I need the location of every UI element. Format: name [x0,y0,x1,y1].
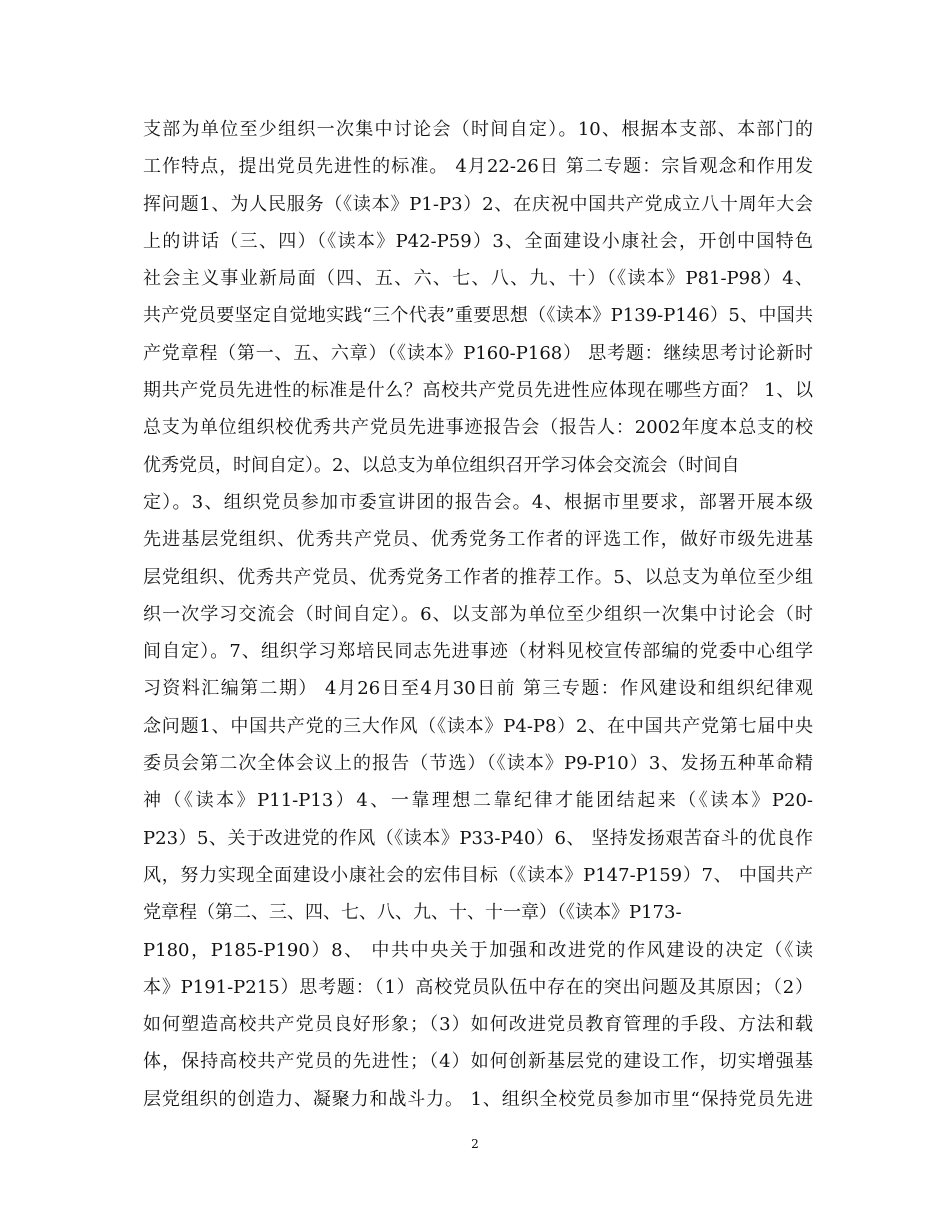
text-line: 织一次学习交流会（时间自定）。6、以支部为单位至少组织一次集中讨论会（时 [143,603,813,625]
text-line: 本》P191-P215）思考题：（1）高校党员队伍中存在的突出问题及其原因；（2） [143,976,813,998]
text-line: 委员会第二次全体会议上的报告（节选）（《读本》P9-P10）3、发扬五种革命精 [143,753,813,775]
body-text [143,111,813,1118]
text-line: 上的讲话（三、四）（《读本》P42-P59）3、全面建设小康社会，开创中国特色 [143,230,813,252]
text-line: 支部为单位至少组织一次集中讨论会（时间自定）。10、根据本支部、本部门的 [143,119,813,140]
text-line: P180，P185-P190）8、 中共中央关于加强和改进党的作风建设的决定（《读 [143,939,813,961]
text-line: 社会主义事业新局面（四、五、六、七、八、九、十）（《读本》P81-P98）4、 [143,268,813,290]
text-line: 神（《读本》P11-P13）4、一靠理想二靠纪律才能团结起来（《读本》P20- [143,790,813,812]
text-line: 念问题1、中国共产党的三大作风（《读本》P4-P8）2、在中国共产党第七届中央 [143,715,813,737]
text-line: 先进基层党组织、优秀共产党员、优秀党务工作者的评选工作，做好市级先进基 [143,529,813,551]
text-line: 间自定）。7、组织学习郑培民同志先进事迹（材料见校宣传部编的党委中心组学 [143,641,813,663]
text-line: 工作特点，提出党员先进性的标准。 4月22-26日 第二专题：宗旨观念和作用发 [143,156,813,178]
text-line: 优秀党员，时间自定）。2、以总支为单位组织召开学习体会交流会（时间自 [143,454,740,476]
text-line: 层党组织的创造力、凝聚力和战斗力。 1、组织全校党员参加市里“保持党员先进 [143,1088,813,1110]
text-line: 共产党员要坚定自觉地实践“三个代表”重要思想（《读本》P139-P146）5、中国共 [143,305,813,327]
text-line: 挥问题1、为人民服务（《读本》P1-P3）2、在庆祝中国共产党成立八十周年大会 [143,193,813,215]
text-line: 产党章程（第一、五、六章）（《读本》P160-P168） 思考题：继续思考讨论新时 [143,342,813,364]
text-line: P23）5、关于改进党的作风（《读本》P33-P40）6、 坚持发扬艰苦奋斗的优良作 [143,827,813,849]
text-line: 如何塑造高校共产党员良好形象；（3）如何改进党员教育管理的手段、方法和载 [143,1014,813,1036]
text-line: 风，努力实现全面建设小康社会的宏伟目标（《读本》P147-P159）7、 中国共产 [143,864,813,886]
text-line: 党章程（第二、三、四、七、八、九、十、十一章）（《读本》P173- [143,902,682,924]
text-line: 总支为单位组织校优秀共产党员先进事迹报告会（报告人：2002年度本总支的校 [143,417,813,439]
text-line: 层党组织、优秀共产党员、优秀党务工作者的推荐工作。5、以总支为单位至少组 [143,566,813,588]
text-line: 期共产党员先进性的标准是什么？高校共产党员先进性应体现在哪些方面？ 1、以 [143,380,813,402]
page-number: 2 [471,1137,479,1151]
text-line: 定）。3、组织党员参加市委宣讲团的报告会。4、根据市里要求，部署开展本级 [143,491,813,513]
text-line: 体，保持高校共产党员的先进性；（4）如何创新基层党的建设工作，切实增强基 [143,1051,813,1073]
text-line: 习资料汇编第二期） 4月26日至4月30日前 第三专题：作风建设和组织纪律观 [143,678,813,700]
